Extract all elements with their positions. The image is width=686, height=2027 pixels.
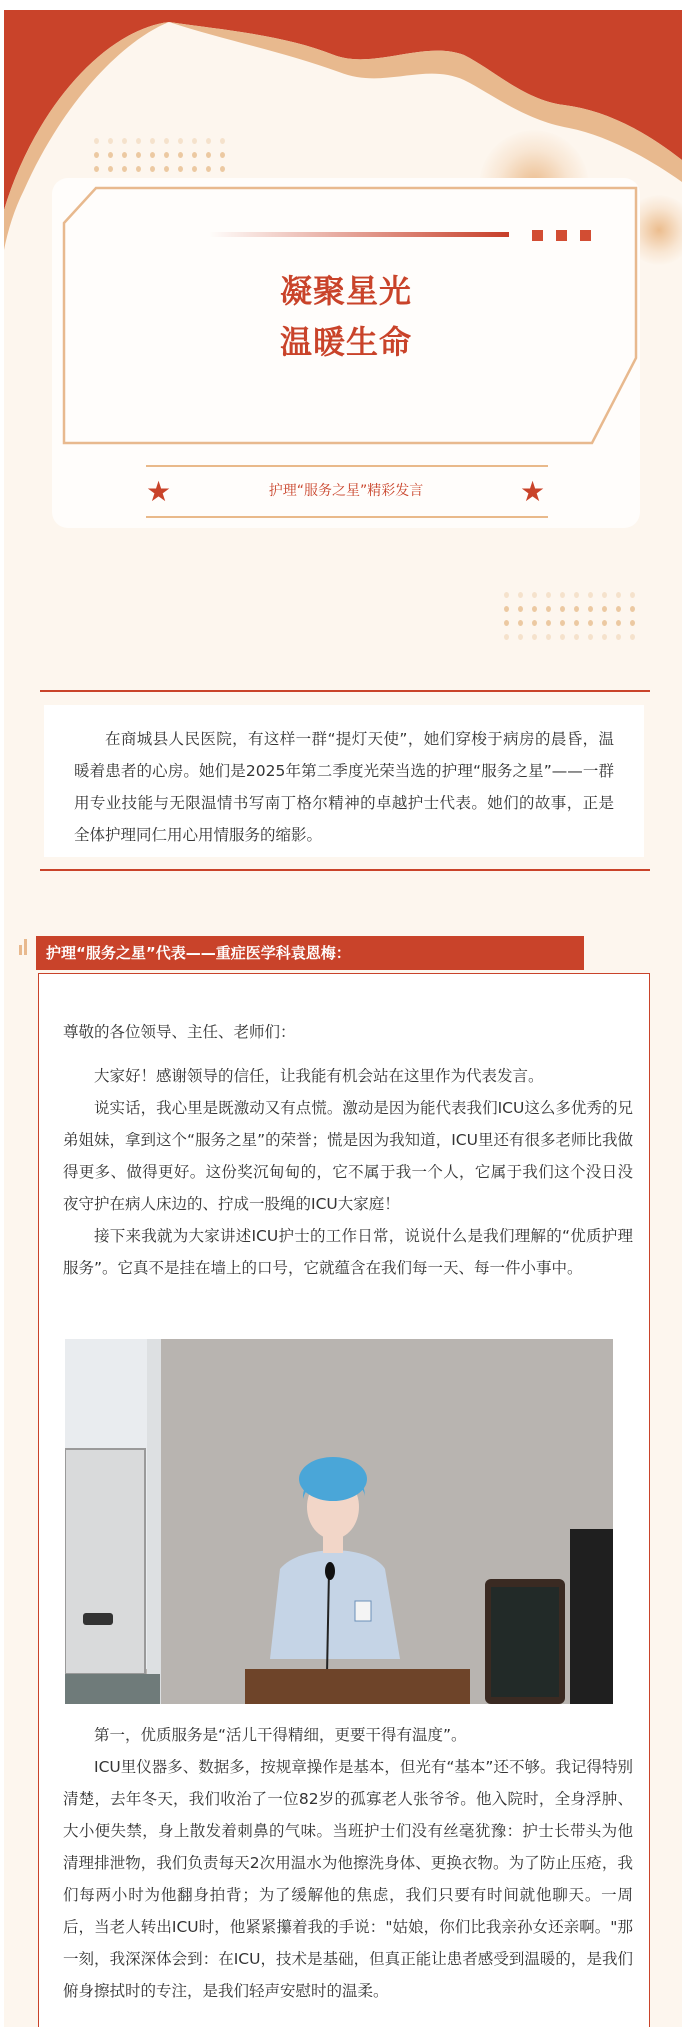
accent-square	[532, 230, 543, 241]
intro-text: 在商城县人民医院，有这样一群“提灯天使”，她们穿梭于病房的晨昏，温暖着患者的心房。她们是2025年第二季度光荣当选的护理“服务之星”——一群用专业技能与无限温情书写南丁格尔精神的卓越护士代表。她们的故事，正是全体护理同仁用心用情服务的缩影。	[74, 730, 614, 844]
speech-paragraph: 说实话，我心里是既激动又有点慌。激动是因为能代表我们ICU这么多优秀的兄弟姐妹，拿到这个“服务之星”的荣誉；慌是因为我知道，ICU里还有很多老师比我做得更多、做得更好。这份奖沉甸甸的，它不属于我一个人，它属于我们这个没日没夜守护在病人床边的、拧成一股绳的ICU大家庭！	[63, 1099, 633, 1213]
speech-paragraph: 大家好！感谢领导的信任，让我能有机会站在这里作为代表发言。	[94, 1067, 544, 1085]
divider	[146, 516, 548, 518]
section-header: 护理“服务之星”代表——重症医学科袁恩梅：	[36, 936, 584, 970]
speaker-photo	[65, 1339, 613, 1704]
speech-paragraph: 接下来我就为大家讲述ICU护士的工作日常，说说什么是我们理解的“优质护理服务”。它真不是挂在墙上的口号，它就蕴含在我们每一天、每一件小事中。	[63, 1227, 633, 1277]
speech-text-top	[63, 1016, 633, 1284]
article-page	[4, 10, 682, 2027]
divider	[40, 690, 650, 692]
dot-pattern	[504, 592, 644, 648]
speech-paragraph: ICU里仪器多、数据多，按规章操作是基本，但光有“基本”还不够。我记得特别清楚，去年冬天，我们收治了一位82岁的孤寡老人张爷爷。他入院时，全身浮肿、大小便失禁，身上散发着刺鼻的气味。当班护士们没有丝毫犹豫：护士长带头为他清理排泄物，我们负责每天2次用温水为他擦洗身体、更换衣物。为了防止压疮，我们每两小时为他翻身拍背；为了缓解他的焦虑，我们只要有时间就他聊天。一周后，当老人转出ICU时，他紧紧攥着我的手说："姑娘，你们比我亲孙女还亲啊。"那一刻，我深深体会到：在ICU，技术是基础，但真正能让患者感受到温暖的，是我们俯身擦拭时的专注，是我们轻声安慰时的温柔。	[63, 1758, 633, 2000]
speech-greeting: 尊敬的各位领导、主任、老师们：	[63, 1023, 296, 1041]
hero-title-line2: 温暖生命	[279, 323, 412, 361]
speaker-photo-illustration	[65, 1339, 613, 1704]
hero-subtitle: 护理“服务之星”精彩发言	[268, 483, 424, 499]
hero-banner	[4, 10, 682, 690]
accent-square	[556, 230, 567, 241]
intro-box	[44, 705, 644, 857]
speech-paragraph: 第一，优质服务是“活儿干得精细，更要干得有温度”。	[94, 1726, 467, 1744]
accent-square	[580, 230, 591, 241]
speech-text-bottom	[63, 1719, 633, 2007]
star-icon: ★	[146, 475, 172, 508]
divider	[146, 465, 548, 467]
title-accent-bar	[209, 232, 509, 237]
divider	[40, 869, 650, 871]
speech-card	[38, 973, 650, 2027]
star-icon: ★	[520, 475, 546, 508]
hero-title-line1: 凝聚星光	[279, 272, 412, 310]
